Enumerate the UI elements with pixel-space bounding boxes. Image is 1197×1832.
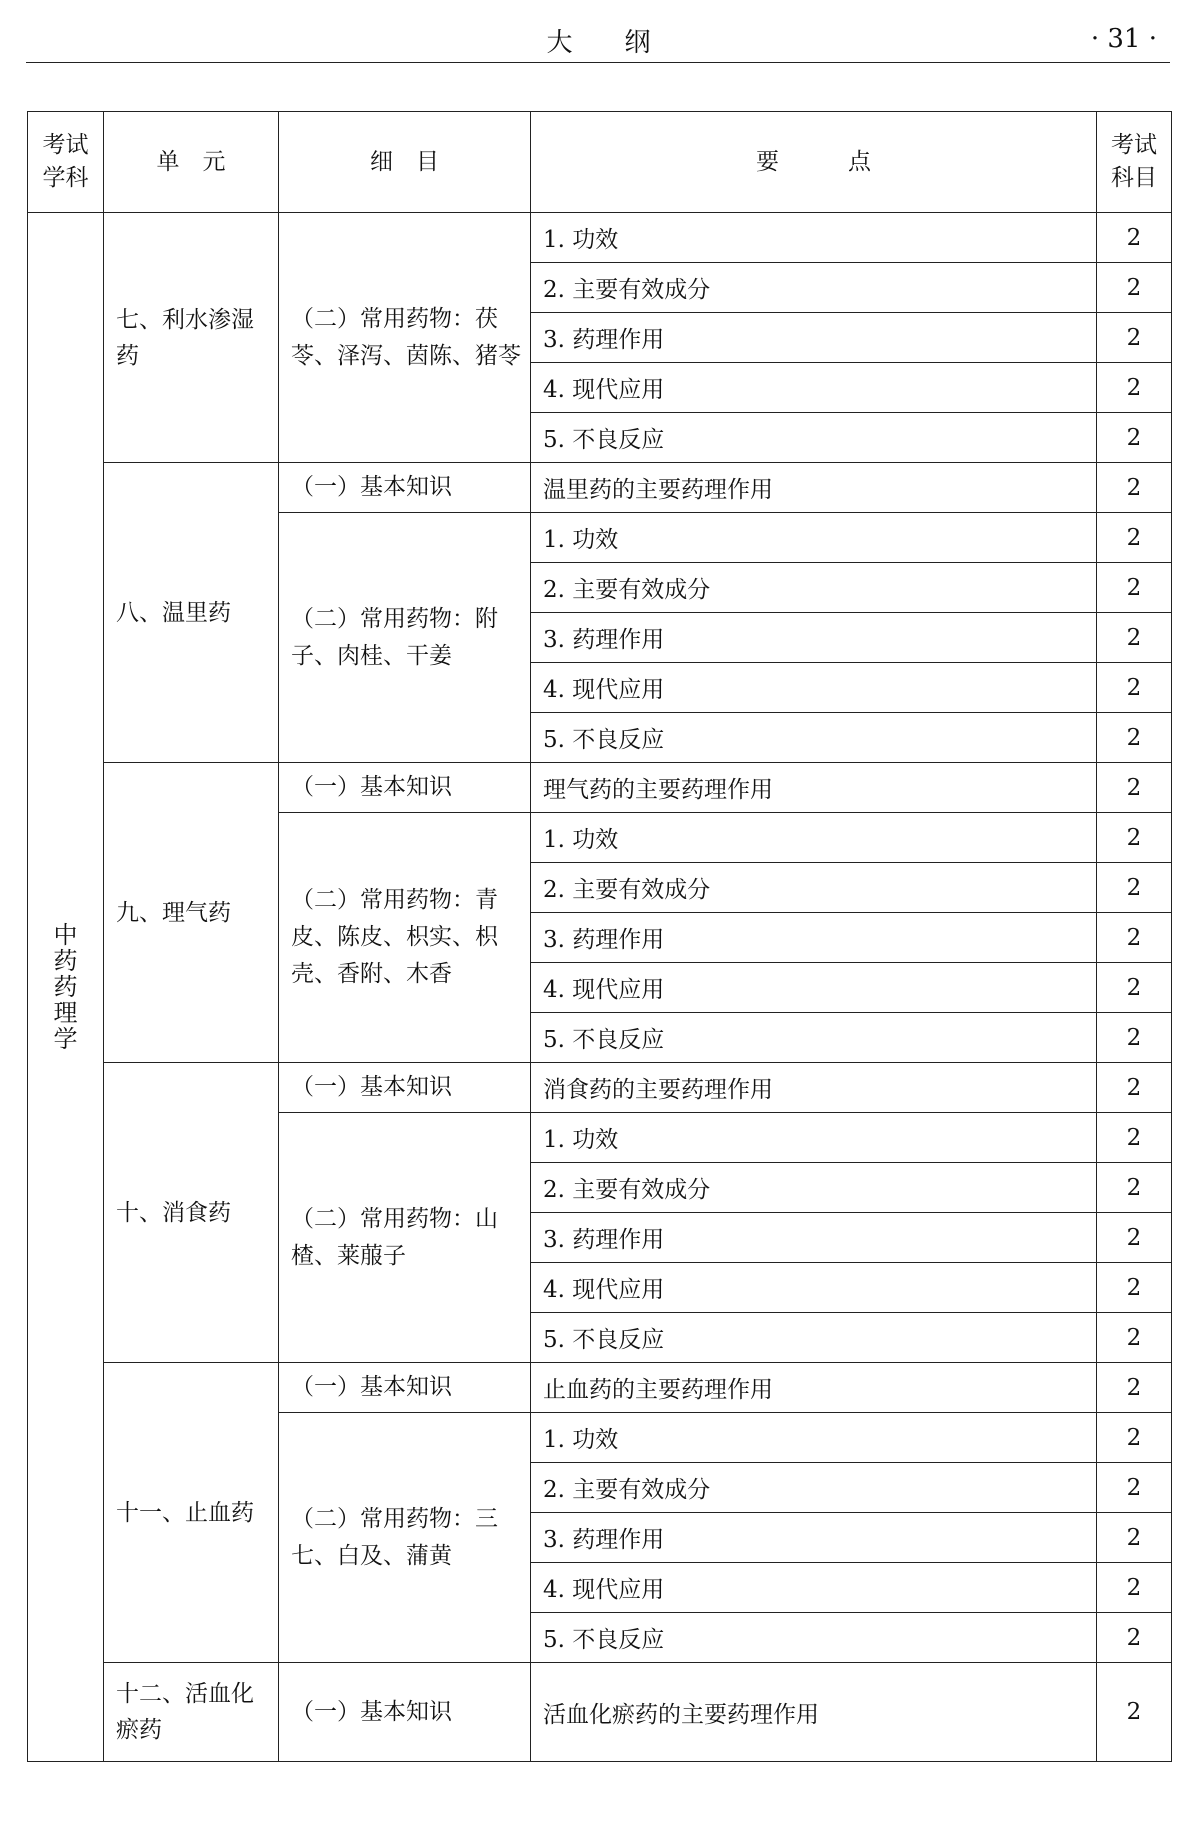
point-cell: 3. 药理作用 <box>531 1213 1097 1263</box>
point-cell: 4. 现代应用 <box>531 363 1097 413</box>
level-cell: 2 <box>1097 413 1172 463</box>
level-cell: 2 <box>1097 1163 1172 1213</box>
unit-cell: 十、消食药 <box>104 1063 279 1363</box>
table-row <box>28 1063 1172 1113</box>
level-cell: 2 <box>1097 1113 1172 1163</box>
point-cell: 4. 现代应用 <box>531 1263 1097 1313</box>
level-cell: 2 <box>1097 213 1172 263</box>
item-cell: （二）常用药物：三七、白及、蒲黄 <box>279 1413 531 1663</box>
page-number: · 31 · <box>1090 24 1157 54</box>
level-cell: 2 <box>1097 513 1172 563</box>
point-cell: 5. 不良反应 <box>531 1013 1097 1063</box>
point-cell: 止血药的主要药理作用 <box>531 1363 1097 1413</box>
col-header-level: 考试科目 <box>1097 112 1172 213</box>
table-row <box>28 1663 1172 1762</box>
point-cell: 消食药的主要药理作用 <box>531 1063 1097 1113</box>
level-cell: 2 <box>1097 963 1172 1013</box>
level-cell: 2 <box>1097 713 1172 763</box>
level-cell: 2 <box>1097 313 1172 363</box>
table-row <box>28 1363 1172 1413</box>
point-cell: 3. 药理作用 <box>531 913 1097 963</box>
level-cell: 2 <box>1097 763 1172 813</box>
level-cell: 2 <box>1097 1263 1172 1313</box>
level-cell: 2 <box>1097 263 1172 313</box>
level-cell: 2 <box>1097 1213 1172 1263</box>
point-cell: 1. 功效 <box>531 213 1097 263</box>
level-cell: 2 <box>1097 863 1172 913</box>
unit-cell: 十一、止血药 <box>104 1363 279 1663</box>
item-cell: （二）常用药物：山楂、莱菔子 <box>279 1113 531 1363</box>
level-cell: 2 <box>1097 563 1172 613</box>
level-cell: 2 <box>1097 463 1172 513</box>
point-cell: 5. 不良反应 <box>531 413 1097 463</box>
page-header-title: 大 纲 <box>546 28 651 58</box>
point-cell: 理气药的主要药理作用 <box>531 763 1097 813</box>
point-cell: 1. 功效 <box>531 1413 1097 1463</box>
point-cell: 2. 主要有效成分 <box>531 1463 1097 1513</box>
unit-cell: 八、温里药 <box>104 463 279 763</box>
item-cell: （一）基本知识 <box>279 463 531 513</box>
point-cell: 活血化瘀药的主要药理作用 <box>531 1663 1097 1762</box>
item-cell: （一）基本知识 <box>279 763 531 813</box>
table-header-row <box>28 112 1172 213</box>
level-cell: 2 <box>1097 913 1172 963</box>
item-cell: （一）基本知识 <box>279 1363 531 1413</box>
point-cell: 3. 药理作用 <box>531 1513 1097 1563</box>
subject-cell <box>28 213 104 1762</box>
item-cell: （一）基本知识 <box>279 1663 531 1762</box>
level-cell: 2 <box>1097 1663 1172 1762</box>
point-cell: 3. 药理作用 <box>531 313 1097 363</box>
level-cell: 2 <box>1097 1463 1172 1513</box>
unit-cell: 九、理气药 <box>104 763 279 1063</box>
level-cell: 2 <box>1097 1063 1172 1113</box>
col-header-item: 细 目 <box>279 112 531 213</box>
level-cell: 2 <box>1097 363 1172 413</box>
point-cell: 1. 功效 <box>531 513 1097 563</box>
point-cell: 3. 药理作用 <box>531 613 1097 663</box>
unit-cell: 十二、活血化瘀药 <box>104 1663 279 1762</box>
syllabus-table <box>27 111 1172 1762</box>
unit-cell: 七、利水渗湿药 <box>104 213 279 463</box>
col-header-unit: 单 元 <box>104 112 279 213</box>
point-cell: 1. 功效 <box>531 1113 1097 1163</box>
level-cell: 2 <box>1097 663 1172 713</box>
item-cell: （一）基本知识 <box>279 1063 531 1113</box>
item-cell: （二）常用药物：茯苓、泽泻、茵陈、猪苓 <box>279 213 531 463</box>
point-cell: 5. 不良反应 <box>531 713 1097 763</box>
col-header-subject: 考试学科 <box>28 112 104 213</box>
level-cell: 2 <box>1097 1313 1172 1363</box>
table-row <box>28 463 1172 513</box>
level-cell: 2 <box>1097 1013 1172 1063</box>
table-body <box>28 213 1172 1762</box>
point-cell: 2. 主要有效成分 <box>531 1163 1097 1213</box>
point-cell: 1. 功效 <box>531 813 1097 863</box>
level-cell: 2 <box>1097 1413 1172 1463</box>
point-cell: 2. 主要有效成分 <box>531 863 1097 913</box>
level-cell: 2 <box>1097 813 1172 863</box>
level-cell: 2 <box>1097 1613 1172 1663</box>
point-cell: 4. 现代应用 <box>531 963 1097 1013</box>
level-cell: 2 <box>1097 1363 1172 1413</box>
point-cell: 5. 不良反应 <box>531 1313 1097 1363</box>
point-cell: 2. 主要有效成分 <box>531 263 1097 313</box>
item-cell: （二）常用药物：附子、肉桂、干姜 <box>279 513 531 763</box>
table-row <box>28 213 1172 263</box>
point-cell: 2. 主要有效成分 <box>531 563 1097 613</box>
header-rule <box>26 62 1170 63</box>
level-cell: 2 <box>1097 1563 1172 1613</box>
item-cell: （二）常用药物：青皮、陈皮、枳实、枳壳、香附、木香 <box>279 813 531 1063</box>
point-cell: 5. 不良反应 <box>531 1613 1097 1663</box>
point-cell: 4. 现代应用 <box>531 1563 1097 1613</box>
level-cell: 2 <box>1097 1513 1172 1563</box>
table-row <box>28 763 1172 813</box>
col-header-point: 要 点 <box>531 112 1097 213</box>
point-cell: 温里药的主要药理作用 <box>531 463 1097 513</box>
point-cell: 4. 现代应用 <box>531 663 1097 713</box>
subject-label: 中药药理学 <box>53 920 78 1053</box>
level-cell: 2 <box>1097 613 1172 663</box>
